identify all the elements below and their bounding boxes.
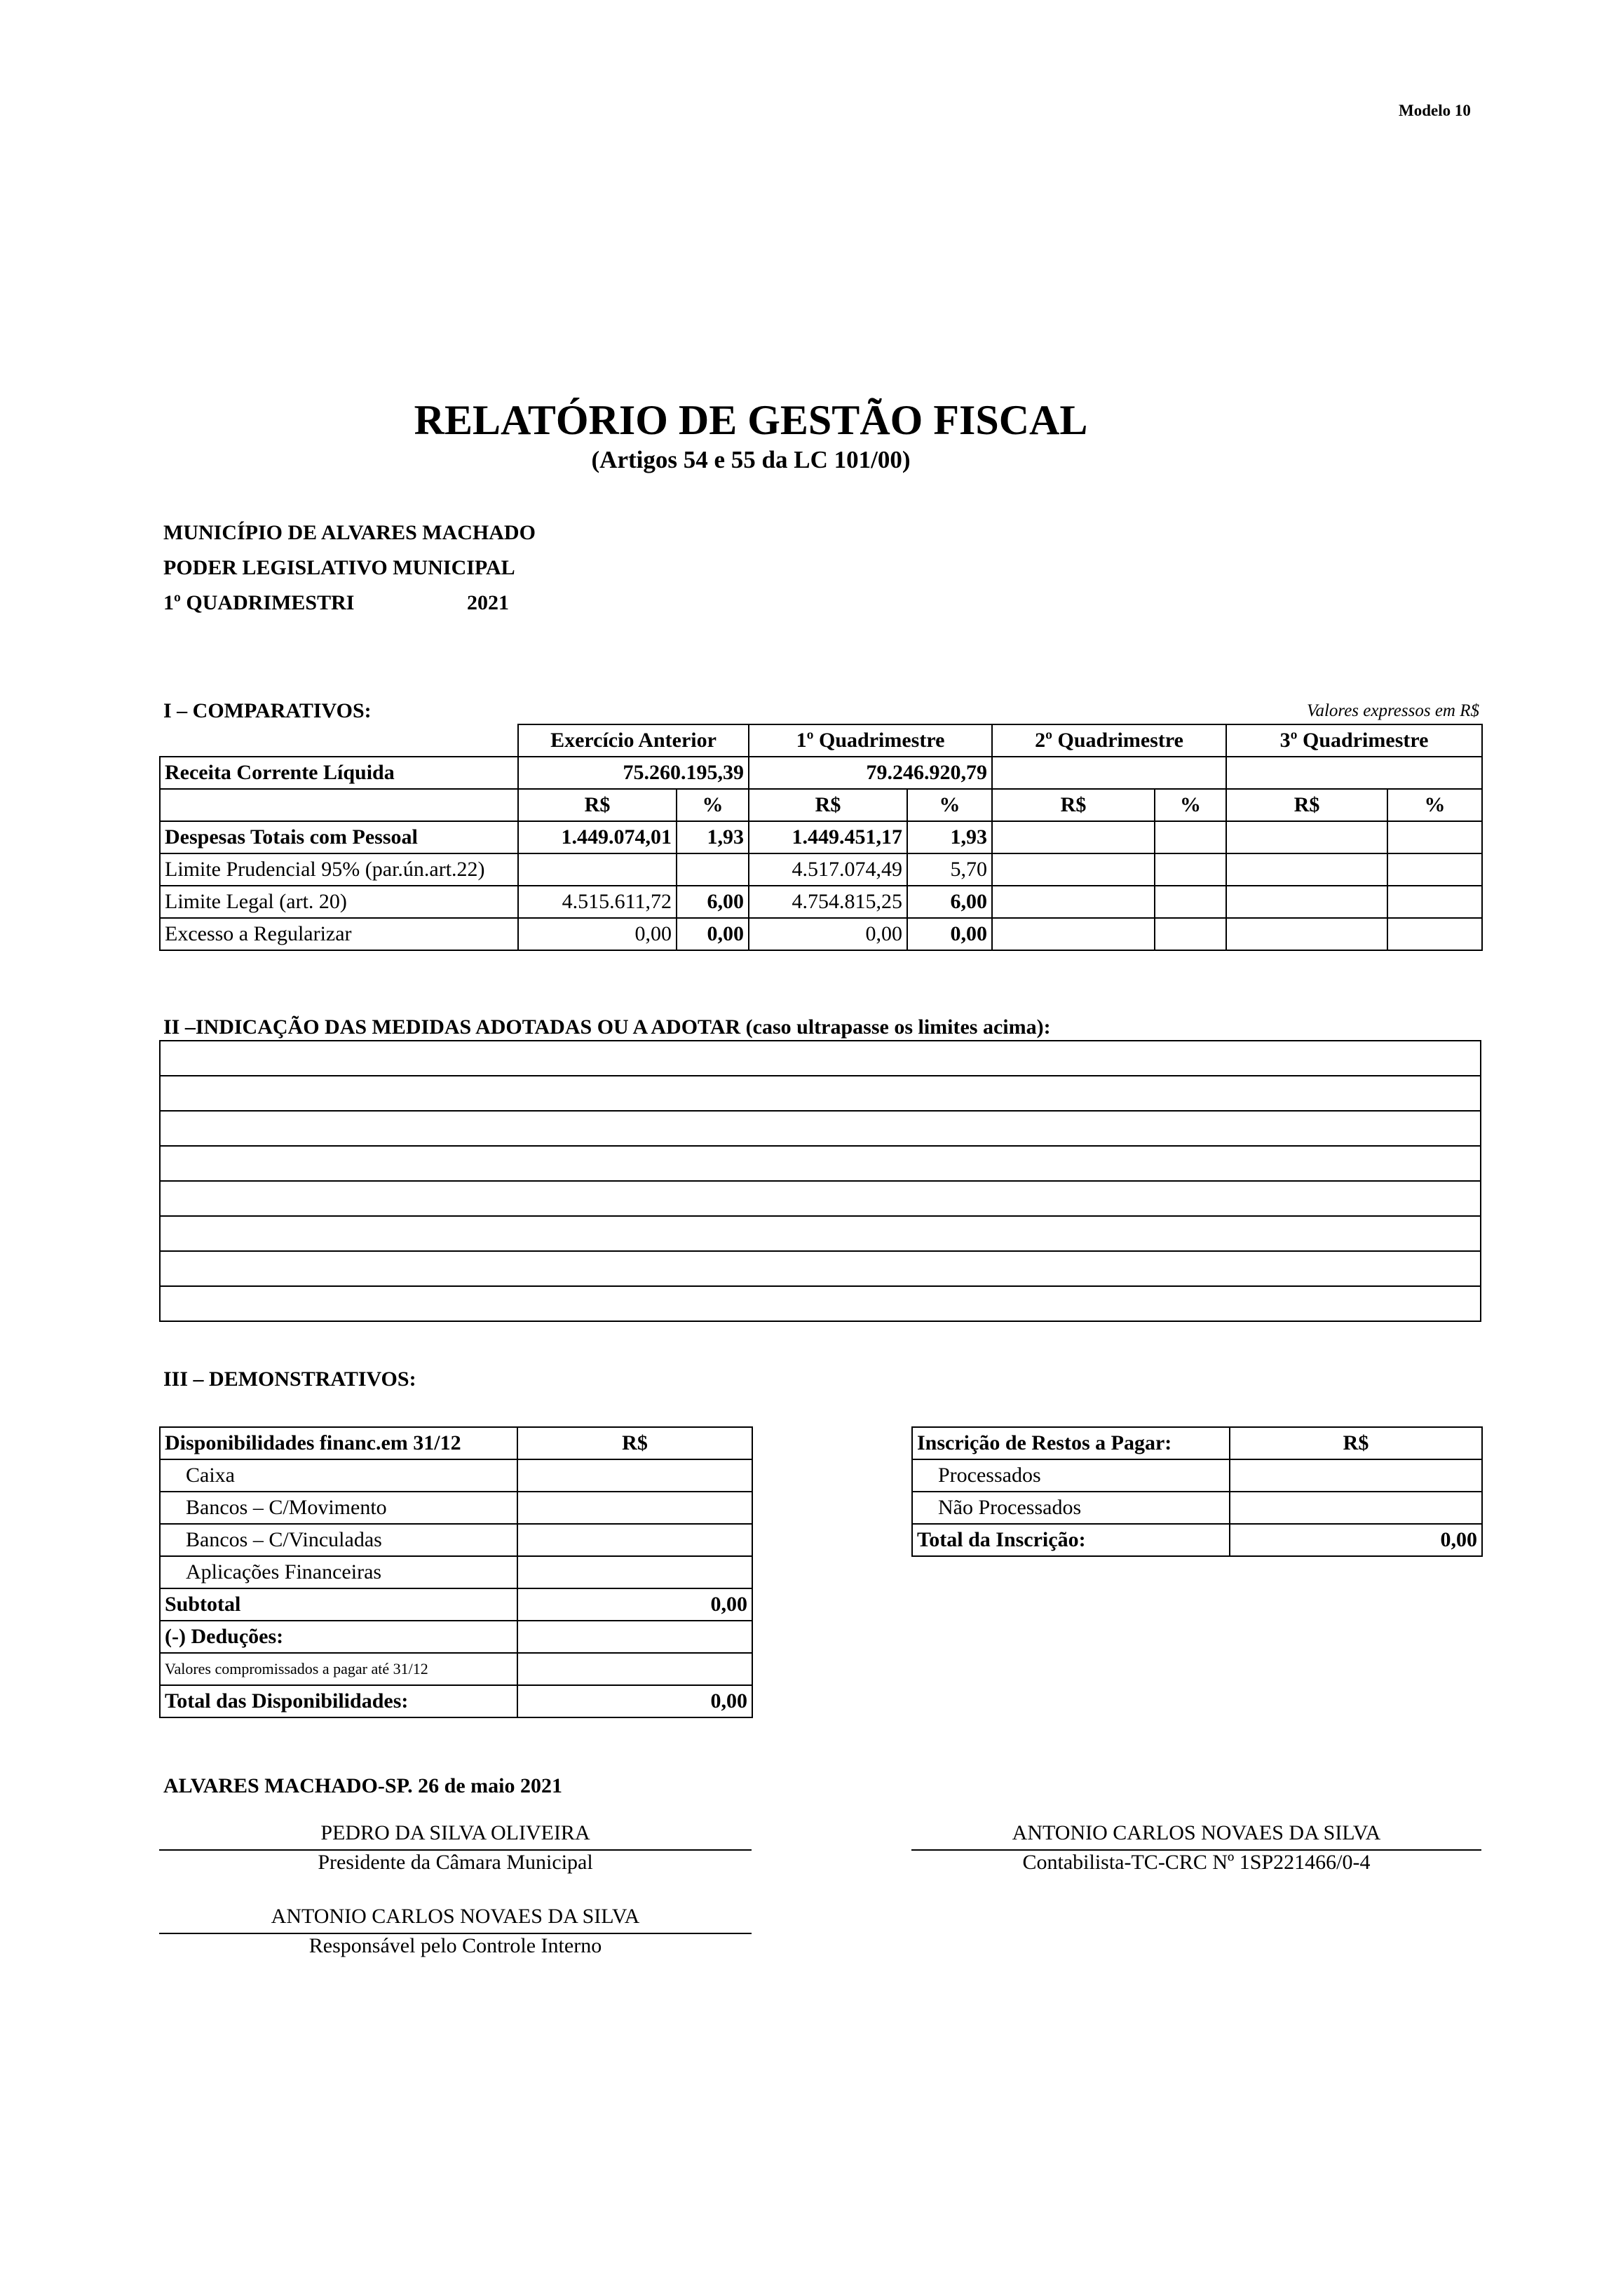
power: PODER LEGISLATIVO MUNICIPAL	[163, 556, 515, 579]
table-header: Disponibilidades financ.em 31/12	[160, 1427, 517, 1459]
table-cell: 79.246.920,79	[749, 757, 992, 789]
table-cell: 0,00	[907, 918, 992, 950]
table-row	[912, 1459, 1482, 1492]
signature-name: ANTONIO CARLOS NOVAES DA SILVA	[1012, 1821, 1381, 1844]
model-number: Modelo 10	[1399, 102, 1471, 119]
column-header: %	[907, 789, 992, 821]
column-header: %	[1387, 789, 1482, 821]
table-cell: 6,00	[677, 886, 749, 918]
report-title: RELATÓRIO DE GESTÃO FISCAL	[414, 397, 1088, 443]
period-header: 2º Quadrimestre	[992, 724, 1226, 757]
column-header: R$	[518, 789, 677, 821]
table-cell	[677, 853, 749, 886]
period-header: 3º Quadrimestre	[1226, 724, 1482, 757]
row-label: Não Processados	[912, 1492, 1230, 1524]
table-cell	[1387, 853, 1482, 886]
table-cell	[1226, 853, 1387, 886]
table-cell	[517, 1653, 752, 1685]
table-cell	[518, 853, 677, 886]
table-cell: 0,00	[517, 1588, 752, 1621]
table-cell: 1.449.074,01	[518, 821, 677, 853]
table-cell	[992, 821, 1155, 853]
column-header: R$	[749, 789, 907, 821]
blank-row	[160, 1041, 1481, 1076]
table-cell	[1155, 853, 1226, 886]
table-cell	[992, 757, 1226, 789]
table-cell: 4.517.074,49	[749, 853, 907, 886]
disponibilidades-table	[159, 1426, 753, 1718]
table-cell: 0,00	[517, 1685, 752, 1717]
table-cell: 4.515.611,72	[518, 886, 677, 918]
row-label: Processados	[912, 1459, 1230, 1492]
table-cell: 75.260.195,39	[518, 757, 749, 789]
table-cell	[992, 886, 1155, 918]
row-label: Valores compromissados a pagar até 31/12	[160, 1653, 517, 1685]
table-row	[160, 1588, 752, 1621]
table-cell	[1226, 918, 1387, 950]
table-cell	[1230, 1492, 1482, 1524]
table-cell: 1,93	[677, 821, 749, 853]
table-cell: 5,70	[907, 853, 992, 886]
table-cell	[517, 1556, 752, 1588]
period: 1º QUADRIMESTRI	[163, 591, 355, 614]
row-label: (-) Deduções:	[160, 1621, 517, 1653]
report-subtitle: (Artigos 54 e 55 da LC 101/00)	[591, 446, 911, 473]
municipality: MUNICÍPIO DE ALVARES MACHADO	[163, 521, 536, 544]
row-label: Bancos – C/Movimento	[160, 1492, 517, 1524]
table-cell: 0,00	[677, 918, 749, 950]
row-label: Aplicações Financeiras	[160, 1556, 517, 1588]
blank-row	[160, 1181, 1481, 1216]
table-row	[160, 886, 1482, 918]
section-comparativos-title: I – COMPARATIVOS:	[163, 699, 372, 722]
row-label: Receita Corrente Líquida	[160, 757, 518, 789]
table-cell	[517, 1621, 752, 1653]
table-row	[160, 1653, 752, 1685]
period-header: Exercício Anterior	[518, 724, 749, 757]
table-cell: 1,93	[907, 821, 992, 853]
row-label: Total das Disponibilidades:	[160, 1685, 517, 1717]
column-header: %	[1155, 789, 1226, 821]
table-row	[160, 1621, 752, 1653]
column-header: R$	[1230, 1427, 1482, 1459]
row-label: Excesso a Regularizar	[160, 918, 518, 950]
table-row	[912, 1524, 1482, 1556]
table-row	[160, 1685, 752, 1717]
table-cell: 1.449.451,17	[749, 821, 907, 853]
table-cell	[992, 853, 1155, 886]
table-cell	[517, 1459, 752, 1492]
values-note: Valores expressos em R$	[1306, 701, 1479, 720]
table-row	[160, 1427, 752, 1459]
year: 2021	[467, 591, 509, 614]
signature-name: ANTONIO CARLOS NOVAES DA SILVA	[271, 1905, 640, 1928]
row-label: Total da Inscrição:	[912, 1524, 1230, 1556]
row-label: Despesas Totais com Pessoal	[160, 821, 518, 853]
table-cell	[1387, 821, 1482, 853]
medidas-table	[159, 1040, 1481, 1322]
table-row	[160, 1492, 752, 1524]
table-row	[160, 1524, 752, 1556]
table-row	[160, 918, 1482, 950]
table-cell	[1155, 886, 1226, 918]
row-label: Limite Prudencial 95% (par.ún.art.22)	[160, 853, 518, 886]
place-and-date: ALVARES MACHADO-SP. 26 de maio 2021	[163, 1774, 562, 1797]
table-cell: 0,00	[1230, 1524, 1482, 1556]
signature-name: PEDRO DA SILVA OLIVEIRA	[320, 1821, 590, 1844]
table-cell	[1226, 757, 1482, 789]
row-label: Limite Legal (art. 20)	[160, 886, 518, 918]
column-header: R$	[517, 1427, 752, 1459]
blank-row	[160, 1111, 1481, 1146]
table-cell: 0,00	[518, 918, 677, 950]
table-cell: 6,00	[907, 886, 992, 918]
table-header: Inscrição de Restos a Pagar:	[912, 1427, 1230, 1459]
blank-row	[160, 1286, 1481, 1321]
column-header: R$	[1226, 789, 1387, 821]
column-header: R$	[992, 789, 1155, 821]
table-row	[160, 789, 1482, 821]
table-row	[160, 757, 1482, 789]
table-cell: 0,00	[749, 918, 907, 950]
table-row	[160, 1459, 752, 1492]
signature-role: Contabilista-TC-CRC Nº 1SP221466/0-4	[911, 1849, 1481, 1875]
blank-row	[160, 1146, 1481, 1181]
restos-a-pagar-table	[911, 1426, 1483, 1557]
signature-role: Responsável pelo Controle Interno	[159, 1933, 752, 1958]
table-cell	[1226, 886, 1387, 918]
blank-row	[160, 1216, 1481, 1251]
table-row	[912, 1492, 1482, 1524]
table-cell: 4.754.815,25	[749, 886, 907, 918]
table-cell	[517, 1492, 752, 1524]
table-cell	[1155, 821, 1226, 853]
table-cell	[517, 1524, 752, 1556]
table-row	[912, 1427, 1482, 1459]
section-medidas-title: II –INDICAÇÃO DAS MEDIDAS ADOTADAS OU A ADOTAR (caso ultrapasse os limites acima):	[163, 1015, 1051, 1039]
table-row	[160, 821, 1482, 853]
column-header: %	[677, 789, 749, 821]
comparativos-table	[159, 724, 1483, 951]
table-cell	[992, 918, 1155, 950]
blank-row	[160, 1076, 1481, 1111]
table-row	[160, 1556, 752, 1588]
section-demonstrativos-title: III – DEMONSTRATIVOS:	[163, 1368, 416, 1391]
period-header: 1º Quadrimestre	[749, 724, 992, 757]
table-cell	[1155, 918, 1226, 950]
row-label: Bancos – C/Vinculadas	[160, 1524, 517, 1556]
signature-role: Presidente da Câmara Municipal	[159, 1849, 752, 1875]
table-cell	[1226, 821, 1387, 853]
table-row	[160, 724, 1482, 757]
table-cell	[1387, 886, 1482, 918]
row-label: Subtotal	[160, 1588, 517, 1621]
table-cell	[1387, 918, 1482, 950]
table-row	[160, 853, 1482, 886]
row-label: Caixa	[160, 1459, 517, 1492]
blank-row	[160, 1251, 1481, 1286]
table-cell	[1230, 1459, 1482, 1492]
